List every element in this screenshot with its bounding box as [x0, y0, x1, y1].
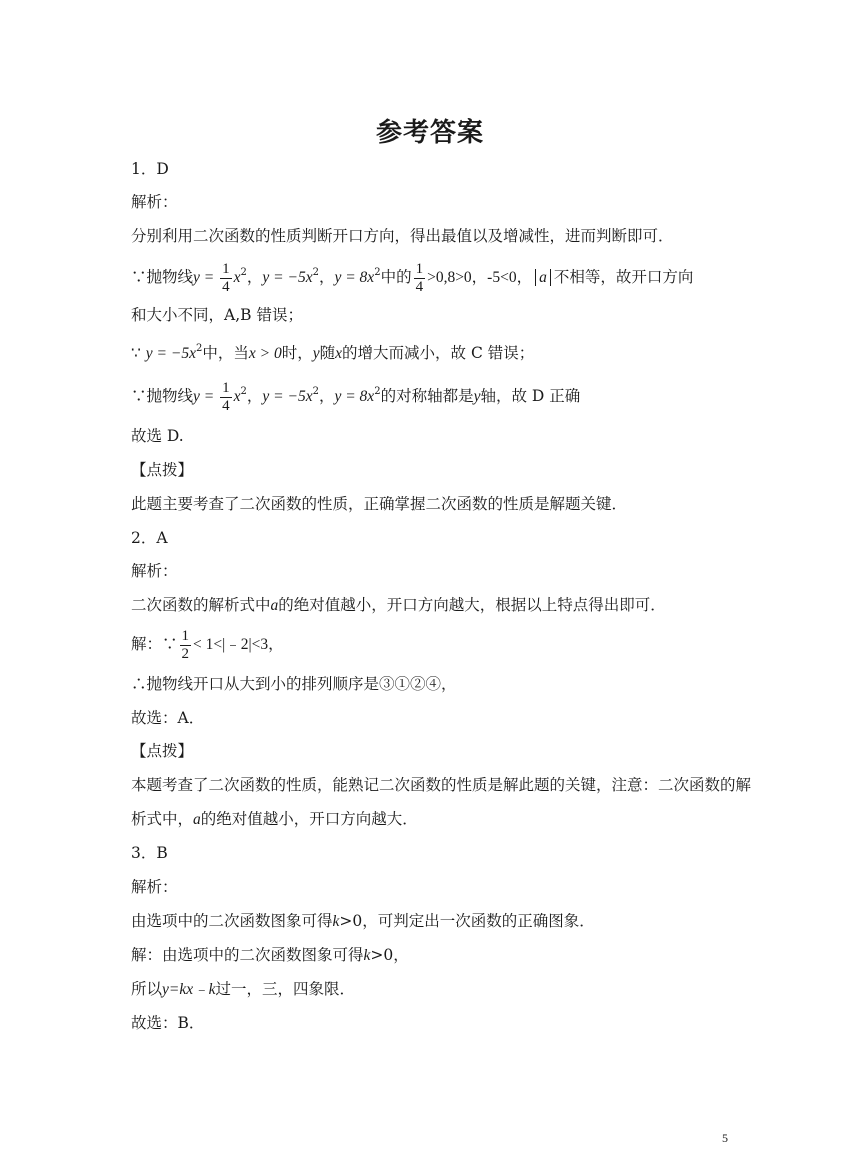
q1-frac2-num: 1	[415, 260, 424, 277]
q3-so-eq: y=kx﹣k	[162, 981, 216, 998]
q1-l7-eq2-exp: 2	[312, 386, 319, 397]
q1-l6-cond: x > 0	[248, 345, 282, 362]
q1-frac-num: 1	[222, 260, 230, 277]
q3-sol-k: k	[363, 947, 371, 964]
page-number: 5	[722, 1131, 728, 1145]
q1-fraction-2	[414, 261, 426, 296]
q1-l7-frac-den: 4	[222, 397, 230, 414]
q1-tip-label: 【点拨】	[131, 461, 194, 479]
q2-analysis-label: 解析：	[131, 562, 178, 580]
q2-ineq: < 1<|﹣2|<3，	[193, 636, 284, 653]
q3-s-k: k	[332, 913, 340, 930]
q2-conclusion: 故选：A．	[131, 709, 205, 727]
q2-tip-line2	[131, 809, 741, 830]
q2-answer: 2．A	[131, 529, 168, 547]
q1-eq1-lhs: y =	[193, 269, 219, 286]
q1-eq3-exp: 2	[374, 267, 381, 278]
q1-l7-eq3: y = 8x	[334, 388, 375, 405]
q2-tip2-post: 的绝对值越小，开口方向越大．	[200, 810, 418, 828]
q1-conclusion: 故选 D.	[131, 427, 184, 445]
q2-frac-num: 1	[181, 627, 190, 644]
q2-tip-line1: 本题考查了二次函数的性质，能熟记二次函数的性质是解此题的关键，注意：二次函数的解	[131, 776, 752, 794]
q1-l7-eq1-lhs: y =	[193, 388, 219, 405]
q1-l6-y: y	[312, 345, 320, 362]
q2-solution	[131, 626, 741, 663]
q1-answer: 1．D	[131, 160, 169, 178]
q3-summary	[131, 911, 741, 932]
q1-l6-eq: y = −5x	[145, 345, 196, 362]
q1-tail: 不相等，故开口方向	[553, 268, 694, 286]
q1-because: ∵抛物线	[131, 268, 194, 286]
q2-fraction	[180, 628, 192, 663]
q3-analysis-label: 解析：	[131, 878, 178, 896]
q1-line-parabolas	[131, 259, 741, 296]
q1-frac-den: 4	[222, 278, 230, 295]
q2-tip-label: 【点拨】	[131, 742, 194, 760]
q3-s-post: >0，可判定出一次函数的正确图象．	[339, 912, 595, 930]
q1-l6-p1: 中，当	[202, 344, 249, 362]
q3-answer: 3．B	[131, 844, 168, 862]
q1-tip: 此题主要考查了二次函数的性质，正确掌握二次函数的性质是解题关键．	[131, 495, 628, 513]
q1-line-d-correct	[131, 378, 741, 415]
q1-sep: ，	[246, 268, 263, 286]
q3-so-post: 过一，三，四象限．	[215, 980, 356, 998]
q1-l7-sep: ，	[246, 387, 263, 405]
q1-eq2-exp: 2	[312, 267, 319, 278]
q3-sol-post: >0，	[370, 946, 409, 964]
q3-s-pre: 由选项中的二次函数图象可得	[131, 912, 333, 930]
q1-eq2: y = −5x	[262, 269, 313, 286]
q1-l6-p2: 时，	[281, 344, 313, 362]
q1-l6-exp: 2	[195, 343, 203, 354]
q2-frac-den: 2	[181, 645, 190, 662]
q2-s-pre: 二次函数的解析式中	[131, 596, 271, 614]
q1-l7-x: x	[233, 388, 241, 405]
q1-l7-because: ∵抛物线	[131, 387, 194, 405]
q1-line-ab-wrong: 和大小不同，A,B 错误；	[131, 306, 303, 324]
q1-l7-tail: 轴，故 D 正确	[480, 387, 581, 405]
q1-sep2: ，	[318, 268, 335, 286]
q2-s-post: 的绝对值越小，开口方向越大，根据以上特点得出即可．	[278, 596, 666, 614]
q3-solution	[131, 945, 741, 966]
q2-summary	[131, 595, 741, 616]
q3-quadrants	[131, 979, 741, 1000]
q1-l7-mid: 的对称轴都是	[380, 387, 474, 405]
q2-tip2-pre: 析式中，	[131, 810, 194, 828]
q1-abs-a: a	[535, 269, 551, 286]
q1-l7-sep2: ，	[318, 387, 335, 405]
q1-l7-fraction	[220, 380, 232, 415]
q1-exp: 2	[240, 267, 247, 278]
q1-l7-eq3-exp: 2	[374, 386, 381, 397]
q3-sol-pre: 解：由选项中的二次函数图象可得	[131, 946, 364, 964]
q3-so-pre: 所以	[131, 980, 163, 998]
q1-line-c-wrong	[131, 343, 741, 364]
q2-tip2-a: a	[193, 811, 201, 828]
q2-sol-label: 解：∵	[131, 635, 178, 653]
q2-s-a: a	[270, 597, 279, 614]
q1-l6-x: x	[335, 345, 343, 362]
q1-analysis-label: 解析：	[131, 193, 178, 211]
q1-l6-p3: 随	[319, 344, 336, 362]
q1-eq3: y = 8x	[334, 269, 375, 286]
q1-x: x	[233, 269, 241, 286]
q2-order: ∴抛物线开口从大到小的排列顺序是③①②④，	[131, 675, 457, 693]
q1-fraction	[220, 261, 232, 296]
q1-l7-exp: 2	[240, 386, 247, 397]
q1-l7-eq2: y = −5x	[262, 388, 313, 405]
q1-l6-because: ∵	[131, 344, 146, 362]
q1-l7-frac-num: 1	[222, 379, 230, 396]
q1-summary: 分别利用二次函数的性质判断开口方向，得出最值以及增减性，进而判断即可．	[131, 227, 674, 245]
q1-frac2-den: 4	[415, 278, 424, 295]
q1-after: >0,8>0，-5<0，	[427, 269, 533, 286]
q3-conclusion: 故选：B．	[131, 1014, 205, 1032]
q1-mid: 中的	[380, 268, 412, 286]
q1-l6-p4: 的增大而减小，故 C 错误；	[342, 344, 535, 362]
page-title: 参考答案	[375, 118, 484, 148]
q1-l7-y: y	[473, 388, 481, 405]
